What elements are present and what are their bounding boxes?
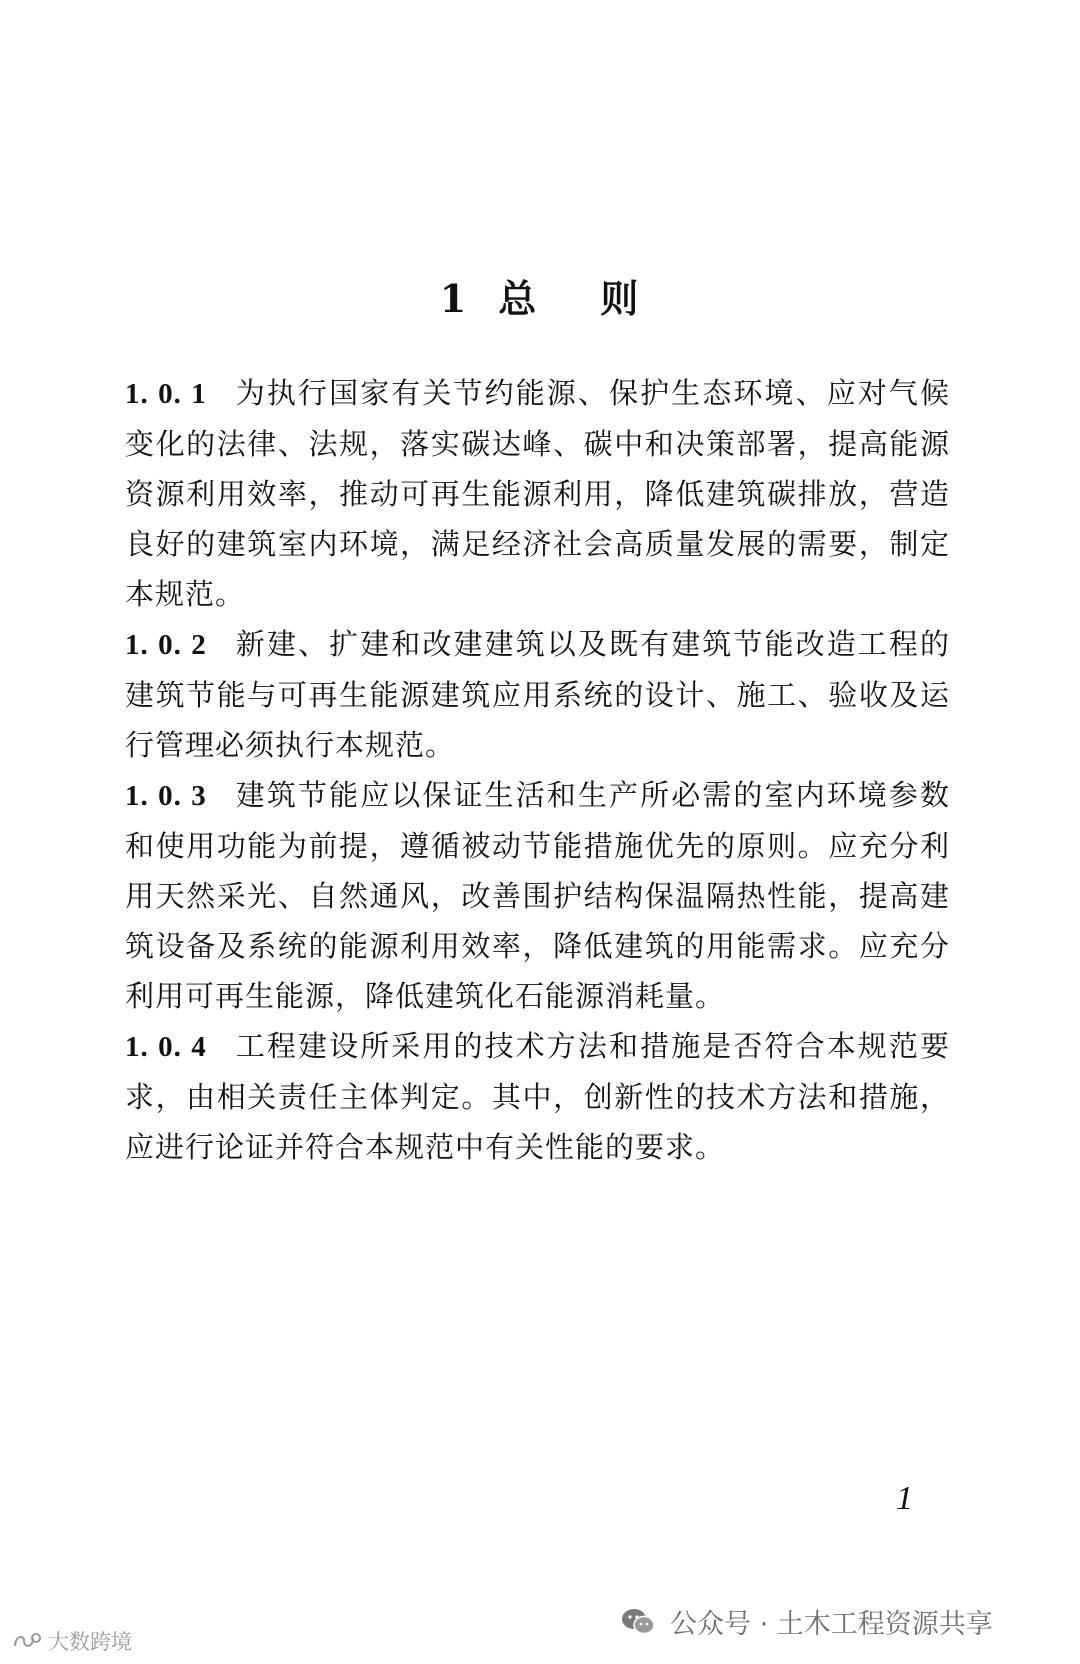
clause-1-0-4 xyxy=(125,1021,950,1172)
clause-text: 工程建设所采用的技术方法和措施是否符合本规范要求，由相关责任主体判定。其中，创新性的技术方法和措施，应进行论证并符合本规范中有关性能的要求。 xyxy=(125,1029,950,1164)
clause-text: 为执行国家有关节约能源、保护生态环境、应对气候变化的法律、法规，落实碳达峰、碳中和决策部署，提高能源资源利用效率，推动可再生能源利用，降低建筑碳排放，营造良好的建筑室内环境，满足经济社会高质量发展的需要，制定本规范。 xyxy=(125,376,950,611)
clause-number: 1. 0. 3 xyxy=(125,780,207,812)
chapter-body xyxy=(125,368,950,1172)
clause-number: 1. 0. 1 xyxy=(125,378,207,410)
wechat-watermark xyxy=(620,1602,993,1641)
chapter-title-char-2: 则 xyxy=(600,276,641,321)
clause-1-0-3 xyxy=(125,770,950,1021)
brand-logo-icon xyxy=(12,1630,42,1652)
wechat-watermark-text: 公众号 · 土木工程资源共享 xyxy=(670,1609,993,1640)
chapter-title xyxy=(0,268,1080,323)
brand-watermark xyxy=(12,1626,132,1656)
clause-number: 1. 0. 2 xyxy=(125,629,207,661)
clause-1-0-2 xyxy=(125,619,950,770)
chapter-number: 1 xyxy=(439,276,469,321)
clause-text: 建筑节能应以保证生活和生产所必需的室内环境参数和使用功能为前提，遵循被动节能措施优先的原则。应充分利用天然采光、自然通风，改善围护结构保温隔热性能，提高建筑设备及系统的能源利用效率，降低建筑的用能需求。应充分利用可再生能源，降低建筑化石能源消耗量。 xyxy=(125,778,950,1013)
wechat-icon xyxy=(620,1607,656,1637)
clause-number: 1. 0. 4 xyxy=(125,1031,207,1063)
page-number: 1 xyxy=(896,1480,913,1517)
brand-watermark-text: 大数跨境 xyxy=(48,1630,132,1654)
clause-text: 新建、扩建和改建建筑以及既有建筑节能改造工程的建筑节能与可再生能源建筑应用系统的设计、施工、验收及运行管理必须执行本规范。 xyxy=(125,627,950,762)
chapter-title-char-1: 总 xyxy=(498,276,539,321)
clause-1-0-1 xyxy=(125,368,950,619)
